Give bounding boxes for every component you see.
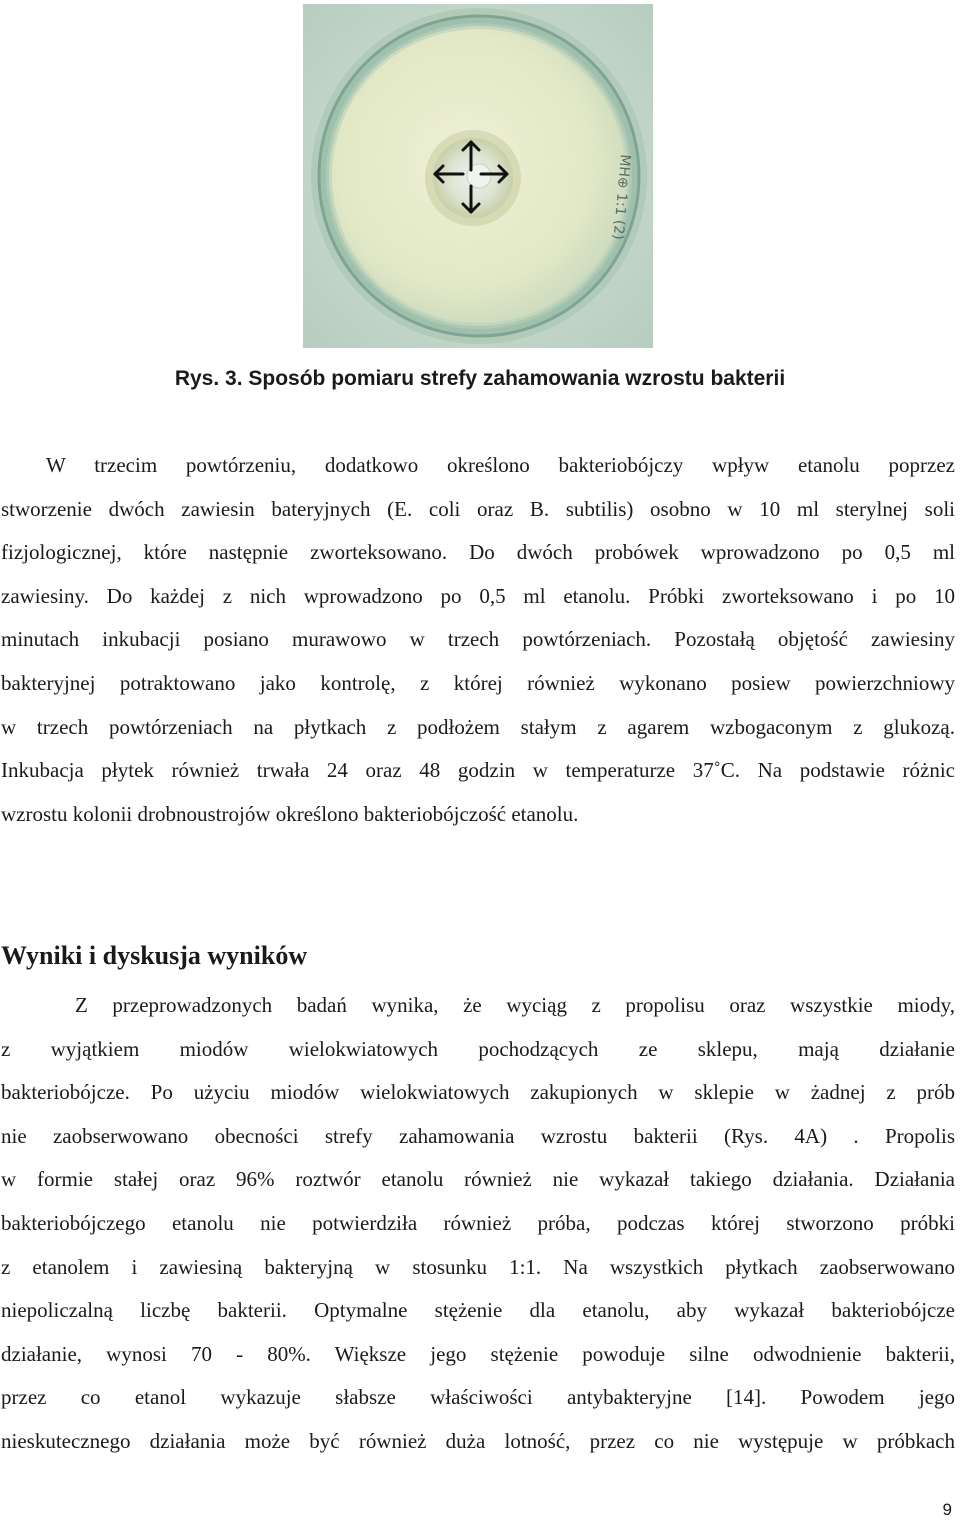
paragraph-line: przez co etanol wykazuje słabsze właściwości antybakteryjne [14]. Powodem jego: [1, 1385, 955, 1410]
paragraph-line: zawiesiny. Do każdej z nich wprowadzono po 0,5 ml etanolu. Próbki zworteksowano i po 10: [1, 583, 955, 608]
paragraph-2: [1, 984, 955, 1464]
paragraph-line: Z przeprowadzonych badań wynika, że wyciąg z propolisu oraz wszystkie miody,: [75, 993, 955, 1017]
paragraph-line: bakteryjnej potraktowano jako kontrolę, z której również wykonano posiew powierzchniowy: [1, 670, 955, 695]
plate-label: MH⊕ 1:1 (2): [609, 153, 633, 241]
paragraph-line: w trzech powtórzeniach na płytkach z podłożem stałym z agarem wzbogaconym z glukozą.: [1, 714, 955, 739]
paragraph-line: z wyjątkiem miodów wielokwiatowych pochodzących ze sklepu, mają działanie: [1, 1036, 955, 1061]
figure-caption: Rys. 3. Sposób pomiaru strefy zahamowania wzrostu bakterii: [174, 367, 786, 390]
paragraph-line: minutach inkubacji posiano murawowo w trzech powtórzeniach. Pozostałą objętość zawiesiny: [1, 627, 955, 652]
paragraph-line: bakteriobójczego etanolu nie potwierdziła również próba, podczas której stworzono próbki: [1, 1210, 955, 1235]
paragraph-line: bakteriobójcze. Po użyciu miodów wielokwiatowych zakupionych w sklepie w żadnej z prób: [1, 1080, 955, 1105]
paragraph-line: fizjologicznej, które następnie zworteksowano. Do dwóch probówek wprowadzono po 0,5 ml: [1, 540, 955, 565]
paragraph-line: wzrostu kolonii drobnoustrojów określono bakteriobójczość etanolu.: [1, 801, 579, 826]
paragraph-line: Inkubacja płytek również trwała 24 oraz 48 godzin w temperaturze 37˚C. Na podstawie różnic: [1, 758, 955, 783]
paragraph-line: nieskutecznego działania może być również duża lotność, przez co nie występuje w próbkach: [1, 1428, 955, 1453]
petri-dish-icon: [303, 4, 653, 348]
section-heading: Wyniki i dyskusja wyników: [1, 941, 308, 970]
paragraph-line: działanie, wynosi 70 - 80%. Większe jego stężenie powoduje silne odwodnienie bakterii,: [1, 1341, 955, 1366]
paragraph-line: W trzecim powtórzeniu, dodatkowo określono bakteriobójczy wpływ etanolu poprzez: [46, 453, 955, 477]
paragraph-line: nie zaobserwowano obecności strefy zahamowania wzrostu bakterii (Rys. 4A) . Propolis: [1, 1123, 955, 1148]
petri-dish-figure: [303, 4, 653, 348]
page-number: 9: [942, 1500, 952, 1519]
paragraph-1: [1, 444, 955, 836]
paragraph-line: w formie stałej oraz 96% roztwór etanolu również nie wykazał takiego działania. Działania: [1, 1167, 955, 1192]
paragraph-line: z etanolem i zawiesiną bakteryjną w stosunku 1:1. Na wszystkich płytkach zaobserwowano: [1, 1254, 955, 1279]
paragraph-line: niepoliczalną liczbę bakterii. Optymalne stężenie dla etanolu, aby wykazał bakteriobójcze: [1, 1298, 955, 1323]
paragraph-line: stworzenie dwóch zawiesin bateryjnych (E. coli oraz B. subtilis) osobno w 10 ml sterylnej soli: [1, 496, 955, 521]
